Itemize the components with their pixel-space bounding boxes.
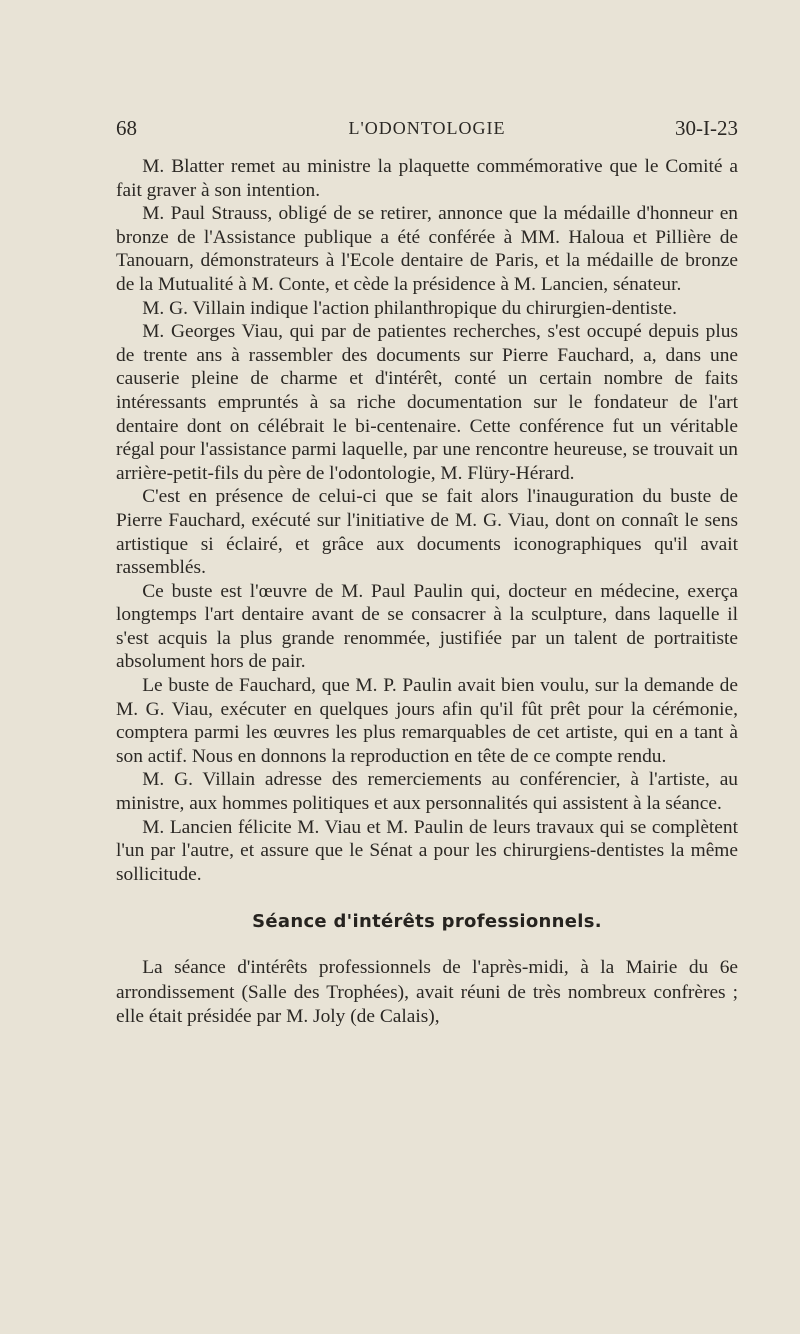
paragraph: Ce buste est l'œuvre de M. Paul Paulin qui, docteur en médecine, exerça longtemps l'art dentaire avant de se consacrer à la sculpture, dans laquelle il s'est acquis la plus grande renommée, justifiée par un talent de portraitiste absolument hors de pair.	[116, 580, 738, 673]
issue-date: 30-I-23	[675, 116, 738, 140]
section-body	[116, 956, 738, 1030]
section-heading: Séance d'intérêts professionnels.	[252, 911, 602, 933]
paragraph: La séance d'intérêts professionnels de l'après-midi, à la Mairie du 6e arrondissement (Salle des Trophées), avait réuni de très nombreux confrères ; elle était présidée par M. Joly (de Calais),	[116, 957, 738, 1027]
page-number: 68	[116, 116, 137, 140]
journal-title: L'ODONTOLOGIE	[348, 118, 506, 138]
article-body	[116, 155, 738, 1030]
paragraph: M. G. Villain adresse des remerciements au conférencier, à l'artiste, au ministre, aux hommes politiques et aux personnalités qui assistent à la séance.	[116, 769, 738, 815]
paragraph: M. Blatter remet au ministre la plaquette commémorative que le Comité a fait graver à son intention.	[116, 156, 738, 201]
paragraph: M. Lancien félicite M. Viau et M. Paulin de leurs travaux qui se complètent l'un par l'autre, et assure que le Sénat a pour les chirurgiens-dentistes la même sollicitude.	[116, 816, 738, 885]
paragraph: M. Paul Strauss, obligé de se retirer, annonce que la médaille d'honneur en bronze de l'Assistance publique a été conférée à MM. Haloua et Pillière de Tanouarn, démonstrateurs à l'Ecole dentaire de Paris, et la médaille de bronze de la Mutualité à M. Conte, et cède la présidence à M. Lancien, sénateur.	[116, 203, 738, 295]
paragraph: Le buste de Fauchard, que M. P. Paulin avait bien voulu, sur la demande de M. G. Viau, exécuter en quelques jours afin qu'il fût prêt pour la cérémonie, comptera parmi les œuvres les plus remarquables de cet artiste, qui en a tant à son actif. Nous en donnons la reproduction en tête de ce compte rendu.	[116, 675, 738, 767]
paragraph: M. Georges Viau, qui par de patientes recherches, s'est occupé depuis plus de trente ans à rassembler des documents sur Pierre Fauchard, a, dans une causerie pleine de charme et d'intérêt, conté un certain nombre de faits intéressants empruntés à sa riche documentation sur le fondateur de l'art dentaire dont on célébrait le bi-centenaire. Cette conférence fut un véritable régal pour l'assistance parmi laquelle, par une rencontre heureuse, se trouvait un arrière-petit-fils du père de l'odontologie, M. Flüry-Hérard.	[116, 321, 738, 484]
paragraph: C'est en présence de celui-ci que se fait alors l'inauguration du buste de Pierre Fauchard, exécuté sur l'initiative de M. G. Viau, dont on connaît le sens artistique si éclairé, et grâce aux documents iconographiques qu'il avait rassemblés.	[116, 486, 738, 579]
paragraph: M. G. Villain indique l'action philanthropique du chirurgien-dentiste.	[142, 297, 677, 319]
running-header	[116, 116, 738, 146]
